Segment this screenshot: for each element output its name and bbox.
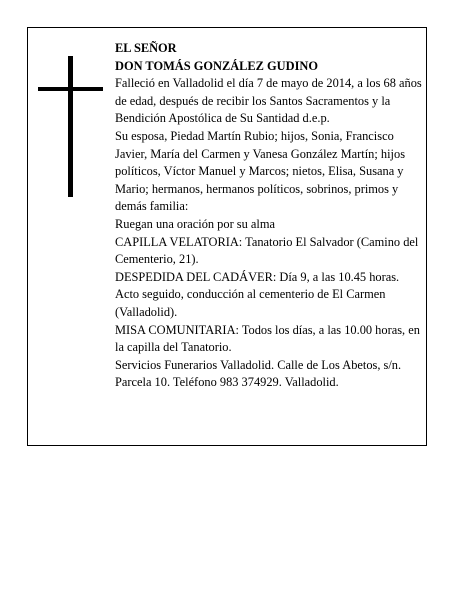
- family-paragraph: Su esposa, Piedad Martín Rubio; hijos, Sonia, Francisco Javier, María del Carmen y Vanesa González Martín; hijos políticos, Víctor Manuel y Marcos; nietos, Elisa, Susana y Mario; hermanos, hermanos políticos, sobrinos, primos y demás familia:: [115, 128, 406, 214]
- obituary-text: [115, 40, 423, 392]
- header-title: EL SEÑOR: [115, 41, 177, 55]
- wake-chapel-paragraph: CAPILLA VELATORIA: Tanatorio El Salvador (Camino del Cementerio, 21).: [115, 234, 419, 267]
- funeral-services-paragraph: Servicios Funerarios Valladolid. Calle de Los Abetos, s/n. Parcela 10. Teléfono 983 374929. Valladolid.: [115, 357, 402, 390]
- cross-vertical-bar: [68, 56, 73, 197]
- deceased-name: DON TOMÁS GONZÁLEZ GUDINO: [115, 58, 318, 73]
- prayer-request-line: Ruegan una oración por su alma: [115, 216, 275, 231]
- cross-horizontal-bar: [38, 87, 103, 91]
- death-announcement-paragraph: Falleció en Valladolid el día 7 de mayo de 2014, a los 68 años de edad, después de recibir los Santos Sacramentos y la Bendición Apostólica de Su Santidad d.e.p.: [115, 76, 422, 126]
- community-mass-paragraph: MISA COMUNITARIA: Todos los días, a las 10.00 horas, en la capilla del Tanatorio.: [115, 322, 420, 355]
- funeral-farewell-paragraph: DESPEDIDA DEL CADÁVER: Día 9, a las 10.45 horas. Acto seguido, conducción al cementerio de El Carmen (Valladolid).: [115, 269, 400, 319]
- obituary-notice-frame: [27, 27, 427, 446]
